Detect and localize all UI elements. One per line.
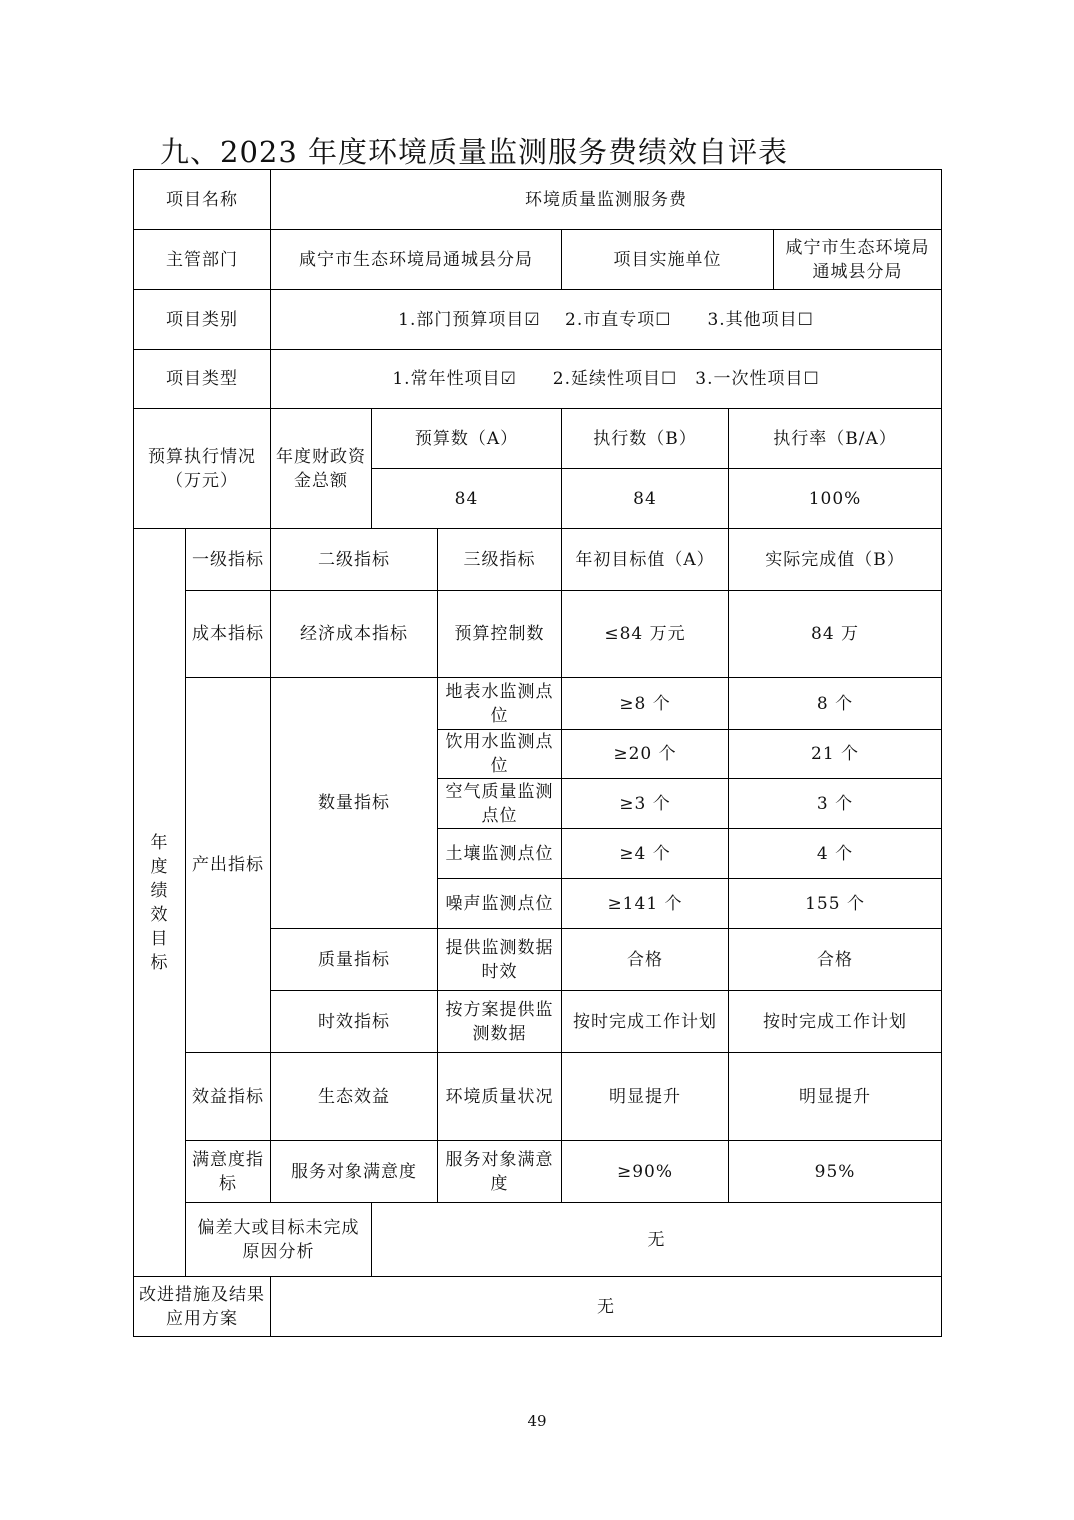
quantity-level2: 数量指标 — [271, 678, 438, 929]
deviation-row — [134, 1203, 942, 1277]
budget-amount-header: 预算数（A） — [372, 409, 562, 469]
budget-execution-label: 预算执行情况（万元） — [134, 409, 271, 529]
budget-header-row — [134, 409, 942, 469]
level3-header: 三级指标 — [438, 529, 562, 591]
project-name-row — [134, 170, 942, 230]
deviation-value: 无 — [372, 1203, 942, 1277]
quantity-target: ≥8 个 — [562, 678, 729, 730]
category-row — [134, 290, 942, 350]
quantity-row — [134, 678, 942, 730]
cost-target: ≤84 万元 — [562, 591, 729, 678]
actual-header: 实际完成值（B） — [729, 529, 942, 591]
category-options: 1.部门预算项目☑ 2.市直专项☐ 3.其他项目☐ — [271, 290, 942, 350]
performance-table — [133, 169, 942, 1337]
quantity-level3: 土壤监测点位 — [438, 829, 562, 879]
department-row — [134, 230, 942, 290]
page-number: 49 — [527, 1412, 547, 1430]
annual-goals-text: 年度绩效目标 — [150, 832, 169, 973]
type-options: 1.常年性项目☑ 2.延续性项目☐ 3.一次性项目☐ — [271, 350, 942, 409]
annual-goals-label — [134, 529, 186, 1277]
execution-amount-header: 执行数（B） — [562, 409, 729, 469]
quantity-target: ≥4 个 — [562, 829, 729, 879]
cost-level3: 预算控制数 — [438, 591, 562, 678]
benefit-actual: 明显提升 — [729, 1053, 942, 1141]
benefit-level3: 环境质量状况 — [438, 1053, 562, 1141]
quantity-target: ≥3 个 — [562, 779, 729, 829]
improvement-value: 无 — [271, 1277, 942, 1337]
quality-target: 合格 — [562, 929, 729, 991]
department-label: 主管部门 — [134, 230, 271, 290]
cost-level2: 经济成本指标 — [271, 591, 438, 678]
quantity-level3: 噪声监测点位 — [438, 879, 562, 929]
execution-rate-header: 执行率（B/A） — [729, 409, 942, 469]
improvement-label: 改进措施及结果应用方案 — [134, 1277, 271, 1337]
project-name-label: 项目名称 — [134, 170, 271, 230]
execution-amount-value: 84 — [562, 469, 729, 529]
satisfaction-actual: 95% — [729, 1141, 942, 1203]
quality-level2: 质量指标 — [271, 929, 438, 991]
level1-header: 一级指标 — [186, 529, 271, 591]
timeliness-level3: 按方案提供监测数据 — [438, 991, 562, 1053]
quantity-actual: 4 个 — [729, 829, 942, 879]
quantity-actual: 155 个 — [729, 879, 942, 929]
cost-row — [134, 591, 942, 678]
benefit-level2: 生态效益 — [271, 1053, 438, 1141]
timeliness-level2: 时效指标 — [271, 991, 438, 1053]
budget-amount-value: 84 — [372, 469, 562, 529]
department-value: 咸宁市生态环境局通城县分局 — [271, 230, 562, 290]
execution-rate-value: 100% — [729, 469, 942, 529]
cost-level1: 成本指标 — [186, 591, 271, 678]
type-row — [134, 350, 942, 409]
benefit-level1: 效益指标 — [186, 1053, 271, 1141]
improvement-row — [134, 1277, 942, 1337]
quantity-level3: 地表水监测点位 — [438, 678, 562, 730]
quantity-actual: 21 个 — [729, 730, 942, 779]
implementing-unit-value: 咸宁市生态环境局通城县分局 — [774, 230, 942, 290]
quantity-level3: 饮用水监测点位 — [438, 730, 562, 779]
quantity-target: ≥20 个 — [562, 730, 729, 779]
satisfaction-row — [134, 1141, 942, 1203]
goals-header-row — [134, 529, 942, 591]
deviation-label: 偏差大或目标未完成原因分析 — [186, 1203, 372, 1277]
annual-funds-label: 年度财政资金总额 — [271, 409, 372, 529]
category-label: 项目类别 — [134, 290, 271, 350]
level2-header: 二级指标 — [271, 529, 438, 591]
benefit-target: 明显提升 — [562, 1053, 729, 1141]
quantity-actual: 8 个 — [729, 678, 942, 730]
benefit-row — [134, 1053, 942, 1141]
implementing-unit-label: 项目实施单位 — [562, 230, 774, 290]
satisfaction-level1: 满意度指 标 — [186, 1141, 271, 1203]
cost-actual: 84 万 — [729, 591, 942, 678]
quantity-level3: 空气质量监测点位 — [438, 779, 562, 829]
timeliness-target: 按时完成工作计划 — [562, 991, 729, 1053]
timeliness-actual: 按时完成工作计划 — [729, 991, 942, 1053]
quality-level3: 提供监测数据时效 — [438, 929, 562, 991]
page-title: 九、2023 年度环境质量监测服务费绩效自评表 — [160, 135, 789, 169]
type-label: 项目类型 — [134, 350, 271, 409]
satisfaction-target: ≥90% — [562, 1141, 729, 1203]
quantity-target: ≥141 个 — [562, 879, 729, 929]
satisfaction-level3: 服务对象满意度 — [438, 1141, 562, 1203]
output-level1: 产出指标 — [186, 678, 271, 1053]
quantity-actual: 3 个 — [729, 779, 942, 829]
project-name-value: 环境质量监测服务费 — [271, 170, 942, 230]
target-header: 年初目标值（A） — [562, 529, 729, 591]
satisfaction-level2: 服务对象满意度 — [271, 1141, 438, 1203]
quality-actual: 合格 — [729, 929, 942, 991]
